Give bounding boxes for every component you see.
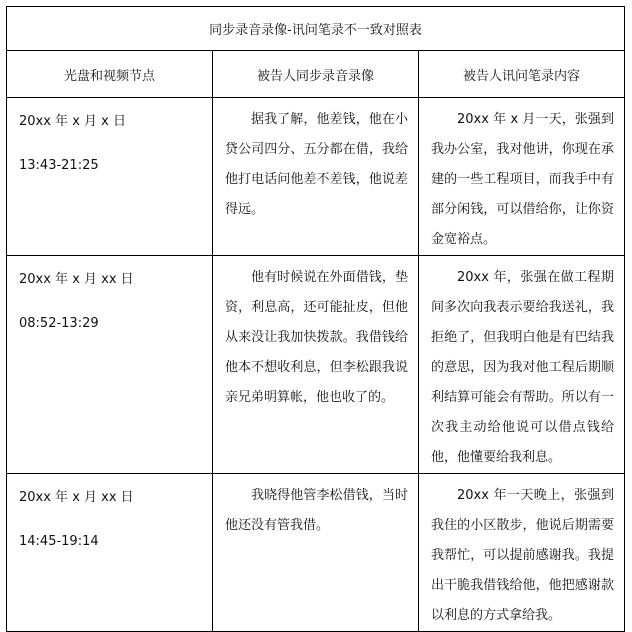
transcript-cell [419,98,625,256]
header-row [7,51,625,98]
table-row [7,474,625,632]
row-date: 20xx 年 x 月 x 日 [19,114,126,129]
transcript-text: 20xx 年 x 月一天，张强到我办公室，我对他讲，你现在承建的一些工程项目，而我手中有部分闲钱，可以借给你，让你资金宽裕点。 [431,112,614,247]
comparison-table [6,6,625,632]
row-date: 20xx 年 x 月 xx 日 [19,490,134,505]
header-recording: 被告人同步录音录像 [213,51,419,98]
table-row [7,98,625,256]
transcript-text: 20xx 年，张强在做工程期间多次向我表示要给我送礼，我拒绝了，但我明白他是有巴结我的意思，因为我对他工程后期顺利结算可能会有帮助。所以有一次我主动给他说可以借点钱给他，他懂要给我利息。 [431,270,614,465]
header-transcript: 被告人讯问笔录内容 [419,51,625,98]
recording-cell [213,256,419,474]
recording-text: 我晓得他管李松借钱，当时他还没有管我借。 [225,488,408,533]
row-time: 08:52-13:29 [19,316,99,331]
time-node-cell [7,256,213,474]
row-time: 14:45-19:14 [19,534,99,549]
row-date: 20xx 年 x 月 xx 日 [19,272,134,287]
recording-cell [213,474,419,632]
recording-cell [213,98,419,256]
time-node-cell [7,98,213,256]
table-row [7,256,625,474]
row-time: 13:43-21:25 [19,158,99,173]
recording-text: 他有时候说在外面借钱，垫资，利息高，还可能扯皮，但他从来没让我加快拨款。我借钱给他本不想收利息，但李松跟我说亲兄弟明算帐，他也收了的。 [225,270,408,405]
transcript-cell [419,474,625,632]
time-node-cell [7,474,213,632]
recording-text: 据我了解，他差钱，他在小贷公司四分、五分都在借，我给他打电话问他差不差钱，他说差得远。 [225,112,408,217]
transcript-cell [419,256,625,474]
table-title: 同步录音录像-讯问笔录不一致对照表 [7,7,625,51]
header-time-node: 光盘和视频节点 [7,51,213,98]
transcript-text: 20xx 年一天晚上，张强到我住的小区散步，他说后期需要我帮忙，可以提前感谢我。我提出干脆我借钱给他，他把感谢款以利息的方式拿给我。 [431,488,614,623]
